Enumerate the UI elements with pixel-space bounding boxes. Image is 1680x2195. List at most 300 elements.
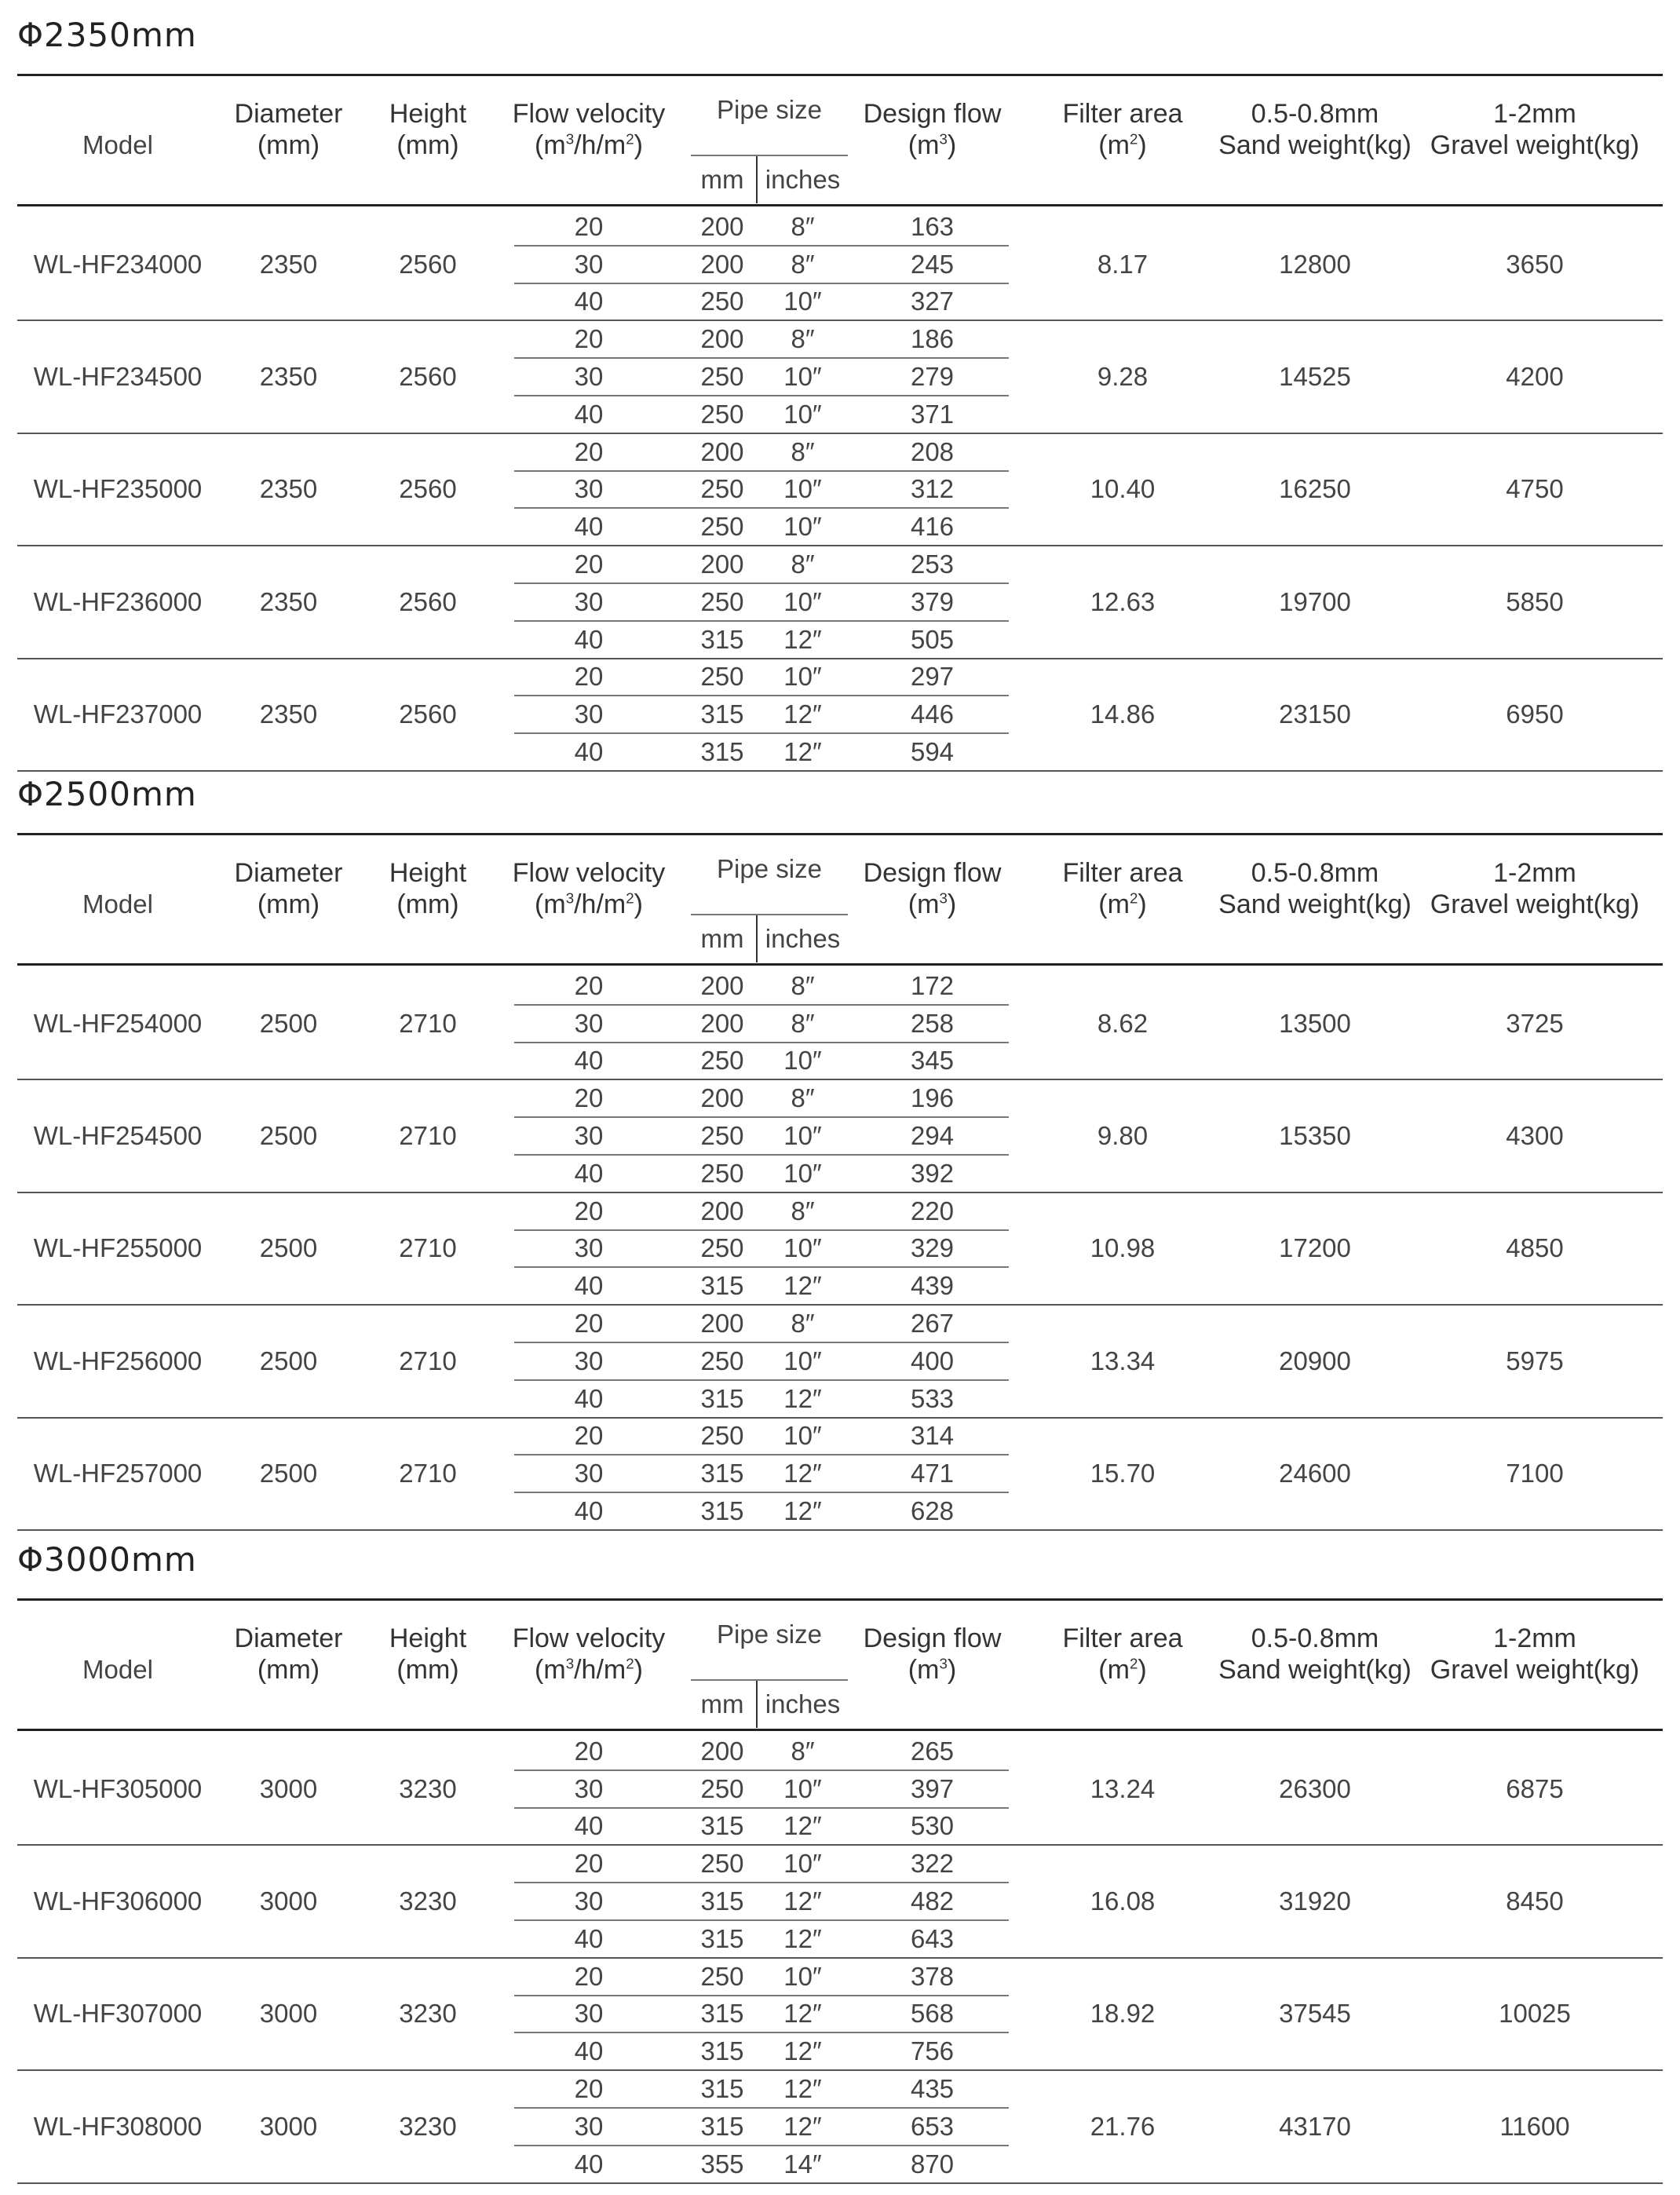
- header-height-line: (mm): [396, 130, 459, 160]
- model-name: WL-HF307000: [33, 1999, 203, 2029]
- design-flow-value: 172: [910, 970, 955, 1000]
- header-height-line: Height: [389, 99, 467, 129]
- design-flow-value: 258: [910, 1008, 955, 1038]
- pipe-mm-value: 315: [700, 1271, 744, 1301]
- header-diameter-line: Diameter: [234, 99, 343, 129]
- model-sand-weight: 19700: [1279, 586, 1351, 616]
- header-gravel-weight-line: Gravel weight(kg): [1430, 889, 1640, 919]
- design-flow-value: 530: [910, 1811, 955, 1841]
- model-name: WL-HF254500: [33, 1121, 203, 1151]
- header-top-rule: [17, 74, 1663, 76]
- flow-velocity-value: 40: [574, 1046, 604, 1076]
- pipe-mm-value: 200: [700, 436, 744, 466]
- design-flow-value: 345: [910, 1046, 955, 1076]
- design-flow-value: 163: [910, 211, 955, 241]
- header-filter-area: [1036, 1611, 1209, 1697]
- header-filter-area-line: Filter area: [1062, 1623, 1183, 1653]
- flow-velocity-value: 20: [574, 1309, 604, 1339]
- model-name: WL-HF237000: [33, 699, 203, 729]
- flow-velocity-value: 20: [574, 1196, 604, 1225]
- header-pipe-inches: inches: [765, 1689, 841, 1718]
- pipe-mm-value: 315: [700, 1459, 744, 1488]
- pipe-mm-value: 315: [700, 1923, 744, 1953]
- pipe-inches-value: 10″: [783, 474, 822, 504]
- model-gravel-weight: 4750: [1506, 474, 1564, 504]
- model-name: WL-HF235000: [33, 474, 203, 504]
- header-design-flow-line: Design flow: [863, 99, 1002, 129]
- pipe-inches-value: 12″: [783, 1811, 822, 1841]
- model-sand-weight: 16250: [1279, 474, 1351, 504]
- flow-velocity-value: 30: [574, 1999, 604, 2029]
- model-diameter: 2500: [259, 1233, 318, 1263]
- model-filter-area: 8.17: [1097, 249, 1149, 279]
- model-diameter: 2500: [259, 1459, 318, 1488]
- flow-velocity-value: 20: [574, 436, 604, 466]
- pipe-inches-value: 12″: [783, 1496, 822, 1526]
- model-height: 3230: [399, 1886, 457, 1916]
- model-filter-area: 14.86: [1090, 699, 1156, 729]
- model-height: 2560: [399, 699, 457, 729]
- pipe-mm-value: 315: [700, 1886, 744, 1916]
- header-sand-weight-line: 0.5-0.8mm: [1251, 1623, 1379, 1653]
- flow-velocity-value: 40: [574, 1383, 604, 1413]
- header-pipe-size: Pipe size: [717, 854, 822, 883]
- model-name: WL-HF234000: [33, 249, 203, 279]
- pipe-inches-value: 8″: [791, 970, 815, 1000]
- pipe-inches-value: 12″: [783, 1383, 822, 1413]
- pipe-inches-value: 10″: [783, 1421, 822, 1451]
- model-height: 2560: [399, 249, 457, 279]
- header-filter-area-line: $(m^2)$: [1098, 130, 1147, 160]
- model-sand-weight: 24600: [1279, 1459, 1351, 1488]
- pipe-mm-value: 200: [700, 324, 744, 354]
- model-filter-area: 9.28: [1097, 362, 1149, 392]
- model-name: WL-HF305000: [33, 1773, 203, 1803]
- pipe-size-rule: [691, 914, 848, 915]
- header-diameter-line: Diameter: [234, 858, 343, 888]
- flow-velocity-value: 40: [574, 624, 604, 654]
- model-height: 2710: [399, 1008, 457, 1038]
- model-filter-area: 21.76: [1090, 2111, 1156, 2141]
- model-gravel-weight: 4850: [1506, 1233, 1564, 1263]
- header-sand-weight: [1209, 86, 1421, 173]
- model-height: 3230: [399, 1999, 457, 2029]
- header-design-flow-line: Design flow: [863, 858, 1002, 888]
- pipe-size-divider: [756, 156, 758, 203]
- pipe-mm-value: 250: [700, 1773, 744, 1803]
- pipe-inches-value: 10″: [783, 1961, 822, 1991]
- flow-velocity-value: 30: [574, 1459, 604, 1488]
- model-sand-weight: 31920: [1279, 1886, 1351, 1916]
- header-gravel-weight-line: 1-2mm: [1493, 1623, 1576, 1653]
- model-name: WL-HF236000: [33, 586, 203, 616]
- header-sand-weight: [1209, 845, 1421, 932]
- header-pipe-size: Pipe size: [717, 1620, 822, 1649]
- model-sand-weight: 26300: [1279, 1773, 1351, 1803]
- pipe-size-divider: [756, 1681, 758, 1728]
- header-design-flow-line: Design flow: [863, 1623, 1002, 1653]
- pipe-mm-value: 250: [700, 399, 744, 429]
- model-gravel-weight: 3725: [1506, 1008, 1564, 1038]
- model-diameter: 2350: [259, 474, 318, 504]
- pipe-size-divider: [756, 915, 758, 962]
- header-filter-area-line: Filter area: [1062, 858, 1183, 888]
- pipe-inches-value: 12″: [783, 699, 822, 729]
- flow-velocity-value: 40: [574, 512, 604, 542]
- model-diameter: 3000: [259, 1886, 318, 1916]
- model-name: WL-HF308000: [33, 2111, 203, 2141]
- header-gravel-weight-line: Gravel weight(kg): [1430, 1655, 1640, 1685]
- header-bottom-rule: [17, 204, 1663, 206]
- header-filter-area: [1036, 845, 1209, 932]
- header-height-line: (mm): [396, 1655, 459, 1685]
- header-model: Model: [82, 1655, 153, 1684]
- header-sand-weight-line: Sand weight(kg): [1218, 889, 1412, 919]
- header-design-flow-line: $(m^3)$: [908, 1655, 957, 1685]
- pipe-inches-value: 10″: [783, 512, 822, 542]
- design-flow-value: 379: [910, 586, 955, 616]
- header-diameter: [220, 845, 357, 932]
- model-name: WL-HF255000: [33, 1233, 203, 1263]
- pipe-mm-value: 315: [700, 737, 744, 767]
- design-flow-value: 297: [910, 662, 955, 692]
- header-design-flow: [852, 1611, 1013, 1697]
- flow-velocity-value: 20: [574, 1736, 604, 1766]
- section-title: Φ2500mm: [17, 775, 197, 813]
- model-height: 3230: [399, 1773, 457, 1803]
- flow-velocity-value: 40: [574, 2149, 604, 2179]
- model-sand-weight: 20900: [1279, 1346, 1351, 1375]
- header-gravel-weight: [1421, 1611, 1649, 1697]
- header-flow-velocity-line: Flow velocity: [512, 858, 666, 888]
- design-flow-value: 568: [910, 1999, 955, 2029]
- design-flow-value: 322: [910, 1849, 955, 1879]
- header-diameter: [220, 1611, 357, 1697]
- pipe-inches-value: 10″: [783, 586, 822, 616]
- pipe-inches-value: 10″: [783, 662, 822, 692]
- model-diameter: 2500: [259, 1346, 318, 1375]
- pipe-mm-value: 200: [700, 1736, 744, 1766]
- design-flow-value: 312: [910, 474, 955, 504]
- pipe-mm-value: 200: [700, 211, 744, 241]
- header-design-flow: [852, 86, 1013, 173]
- header-diameter-line: (mm): [257, 889, 320, 919]
- flow-velocity-value: 30: [574, 1008, 604, 1038]
- header-pipe-inches: inches: [765, 165, 841, 194]
- design-flow-value: 265: [910, 1736, 955, 1766]
- pipe-mm-value: 250: [700, 474, 744, 504]
- flow-velocity-value: 20: [574, 324, 604, 354]
- pipe-inches-value: 8″: [791, 436, 815, 466]
- pipe-mm-value: 250: [700, 1849, 744, 1879]
- pipe-inches-value: 10″: [783, 399, 822, 429]
- pipe-inches-value: 12″: [783, 2111, 822, 2141]
- model-filter-area: 16.08: [1090, 1886, 1156, 1916]
- model-height: 2710: [399, 1233, 457, 1263]
- model-diameter: 2350: [259, 362, 318, 392]
- design-flow-value: 643: [910, 1923, 955, 1953]
- flow-velocity-value: 20: [574, 1961, 604, 1991]
- model-height: 2710: [399, 1459, 457, 1488]
- pipe-mm-value: 250: [700, 1046, 744, 1076]
- model-filter-area: 13.34: [1090, 1346, 1156, 1375]
- design-flow-value: 416: [910, 512, 955, 542]
- flow-velocity-value: 30: [574, 1233, 604, 1263]
- model-sand-weight: 43170: [1279, 2111, 1351, 2141]
- flow-velocity-value: 20: [574, 211, 604, 241]
- flow-velocity-value: 20: [574, 1421, 604, 1451]
- header-height-line: Height: [389, 858, 467, 888]
- model-gravel-weight: 5975: [1506, 1346, 1564, 1375]
- pipe-inches-value: 8″: [791, 550, 815, 579]
- pipe-mm-value: 250: [700, 362, 744, 392]
- pipe-inches-value: 8″: [791, 211, 815, 241]
- design-flow-value: 186: [910, 324, 955, 354]
- model-diameter: 3000: [259, 2111, 318, 2141]
- design-flow-value: 400: [910, 1346, 955, 1375]
- header-gravel-weight-line: 1-2mm: [1493, 858, 1576, 888]
- model-name: WL-HF234500: [33, 362, 203, 392]
- model-gravel-weight: 7100: [1506, 1459, 1564, 1488]
- model-filter-area: 12.63: [1090, 586, 1156, 616]
- pipe-mm-value: 355: [700, 2149, 744, 2179]
- header-flow-velocity-line: $(m^3/h/m^2)$: [535, 889, 643, 919]
- flow-velocity-value: 30: [574, 474, 604, 504]
- pipe-mm-value: 315: [700, 699, 744, 729]
- design-flow-value: 371: [910, 399, 955, 429]
- header-gravel-weight: [1421, 86, 1649, 173]
- pipe-mm-value: 200: [700, 1083, 744, 1113]
- design-flow-value: 439: [910, 1271, 955, 1301]
- pipe-mm-value: 250: [700, 1346, 744, 1375]
- header-gravel-weight-line: 1-2mm: [1493, 99, 1576, 129]
- pipe-inches-value: 12″: [783, 624, 822, 654]
- header-diameter-line: (mm): [257, 1655, 320, 1685]
- model-group-rule: [17, 770, 1663, 772]
- design-flow-value: 446: [910, 699, 955, 729]
- pipe-mm-value: 315: [700, 1999, 744, 2029]
- flow-velocity-value: 40: [574, 2036, 604, 2066]
- model-group-rule: [17, 1529, 1663, 1531]
- model-name: WL-HF256000: [33, 1346, 203, 1375]
- flow-velocity-value: 20: [574, 1849, 604, 1879]
- pipe-size-rule: [691, 155, 848, 156]
- model-diameter: 3000: [259, 1999, 318, 2029]
- model-gravel-weight: 3650: [1506, 249, 1564, 279]
- header-sand-weight: [1209, 1611, 1421, 1697]
- design-flow-value: 329: [910, 1233, 955, 1263]
- header-sand-weight-line: 0.5-0.8mm: [1251, 99, 1379, 129]
- header-filter-area: [1036, 86, 1209, 173]
- header-flow-velocity-line: $(m^3/h/m^2)$: [535, 130, 643, 160]
- pipe-mm-value: 250: [700, 586, 744, 616]
- model-gravel-weight: 5850: [1506, 586, 1564, 616]
- flow-velocity-value: 40: [574, 399, 604, 429]
- flow-velocity-value: 30: [574, 1886, 604, 1916]
- header-height: [361, 1611, 495, 1697]
- model-name: WL-HF257000: [33, 1459, 203, 1488]
- pipe-mm-value: 250: [700, 1233, 744, 1263]
- pipe-size-rule: [691, 1679, 848, 1681]
- flow-velocity-value: 40: [574, 1496, 604, 1526]
- pipe-mm-value: 315: [700, 2074, 744, 2104]
- design-flow-value: 253: [910, 550, 955, 579]
- pipe-mm-value: 315: [700, 1496, 744, 1526]
- header-design-flow: [852, 845, 1013, 932]
- design-flow-value: 392: [910, 1158, 955, 1188]
- model-gravel-weight: 8450: [1506, 1886, 1564, 1916]
- header-height-line: Height: [389, 1623, 467, 1653]
- model-gravel-weight: 6875: [1506, 1773, 1564, 1803]
- pipe-mm-value: 250: [700, 1121, 744, 1151]
- design-flow-value: 628: [910, 1496, 955, 1526]
- model-filter-area: 15.70: [1090, 1459, 1156, 1488]
- header-filter-area-line: Filter area: [1062, 99, 1183, 129]
- model-diameter: 2500: [259, 1008, 318, 1038]
- design-flow-value: 471: [910, 1459, 955, 1488]
- flow-velocity-value: 40: [574, 1923, 604, 1953]
- header-gravel-weight: [1421, 845, 1649, 932]
- design-flow-value: 533: [910, 1383, 955, 1413]
- design-flow-value: 756: [910, 2036, 955, 2066]
- model-gravel-weight: 11600: [1499, 2111, 1570, 2141]
- model-diameter: 2350: [259, 699, 318, 729]
- pipe-inches-value: 10″: [783, 287, 822, 316]
- header-filter-area-line: $(m^2)$: [1098, 1655, 1147, 1685]
- pipe-inches-value: 8″: [791, 1008, 815, 1038]
- header-height: [361, 86, 495, 173]
- pipe-inches-value: 12″: [783, 2036, 822, 2066]
- design-flow-value: 220: [910, 1196, 955, 1225]
- design-flow-value: 505: [910, 624, 955, 654]
- header-sand-weight-line: Sand weight(kg): [1218, 130, 1412, 160]
- header-top-rule: [17, 1598, 1663, 1601]
- flow-velocity-value: 20: [574, 1083, 604, 1113]
- header-pipe-mm: mm: [700, 924, 744, 953]
- pipe-mm-value: 250: [700, 512, 744, 542]
- pipe-mm-value: 315: [700, 624, 744, 654]
- model-name: WL-HF254000: [33, 1008, 203, 1038]
- flow-velocity-value: 20: [574, 550, 604, 579]
- pipe-inches-value: 8″: [791, 1736, 815, 1766]
- flow-velocity-value: 40: [574, 737, 604, 767]
- design-flow-value: 397: [910, 1773, 955, 1803]
- design-flow-value: 482: [910, 1886, 955, 1916]
- model-filter-area: 18.92: [1090, 1999, 1156, 2029]
- section-title: Φ2350mm: [17, 16, 197, 54]
- model-filter-area: 10.98: [1090, 1233, 1156, 1263]
- pipe-inches-value: 10″: [783, 1233, 822, 1263]
- model-filter-area: 10.40: [1090, 474, 1156, 504]
- pipe-mm-value: 200: [700, 550, 744, 579]
- flow-velocity-value: 30: [574, 1773, 604, 1803]
- flow-velocity-value: 20: [574, 2074, 604, 2104]
- flow-velocity-value: 30: [574, 586, 604, 616]
- flow-velocity-value: 30: [574, 249, 604, 279]
- flow-velocity-value: 40: [574, 1158, 604, 1188]
- model-sand-weight: 37545: [1279, 1999, 1351, 2029]
- pipe-inches-value: 12″: [783, 1886, 822, 1916]
- header-diameter-line: (mm): [257, 130, 320, 160]
- pipe-mm-value: 200: [700, 1196, 744, 1225]
- pipe-inches-value: 10″: [783, 1849, 822, 1879]
- header-pipe-mm: mm: [700, 1689, 744, 1718]
- pipe-inches-value: 8″: [791, 1196, 815, 1225]
- pipe-inches-value: 8″: [791, 1083, 815, 1113]
- pipe-mm-value: 250: [700, 1421, 744, 1451]
- pipe-inches-value: 10″: [783, 362, 822, 392]
- pipe-mm-value: 250: [700, 1961, 744, 1991]
- header-filter-area-line: $(m^2)$: [1098, 889, 1147, 919]
- flow-velocity-value: 40: [574, 1271, 604, 1301]
- pipe-inches-value: 10″: [783, 1121, 822, 1151]
- design-flow-value: 378: [910, 1961, 955, 1991]
- pipe-inches-value: 12″: [783, 1999, 822, 2029]
- pipe-inches-value: 14″: [783, 2149, 822, 2179]
- header-sand-weight-line: Sand weight(kg): [1218, 1655, 1412, 1685]
- flow-velocity-value: 20: [574, 662, 604, 692]
- pipe-inches-value: 10″: [783, 1346, 822, 1375]
- model-gravel-weight: 6950: [1506, 699, 1564, 729]
- pipe-mm-value: 315: [700, 1811, 744, 1841]
- header-top-rule: [17, 833, 1663, 835]
- pipe-mm-value: 200: [700, 1008, 744, 1038]
- design-flow-value: 870: [910, 2149, 955, 2179]
- design-flow-value: 294: [910, 1121, 955, 1151]
- header-diameter: [220, 86, 357, 173]
- flow-velocity-value: 30: [574, 699, 604, 729]
- pipe-inches-value: 10″: [783, 1773, 822, 1803]
- pipe-inches-value: 12″: [783, 1459, 822, 1488]
- design-flow-value: 327: [910, 287, 955, 316]
- model-diameter: 2500: [259, 1121, 318, 1151]
- header-flow-velocity-line: Flow velocity: [512, 99, 666, 129]
- model-gravel-weight: 4300: [1506, 1121, 1564, 1151]
- header-gravel-weight-line: Gravel weight(kg): [1430, 130, 1640, 160]
- header-bottom-rule: [17, 1729, 1663, 1731]
- model-gravel-weight: 10025: [1499, 1999, 1571, 2029]
- header-height: [361, 845, 495, 932]
- model-filter-area: 13.24: [1090, 1773, 1156, 1803]
- header-bottom-rule: [17, 963, 1663, 966]
- flow-velocity-value: 30: [574, 2111, 604, 2141]
- pipe-mm-value: 200: [700, 1309, 744, 1339]
- flow-velocity-value: 20: [574, 970, 604, 1000]
- flow-velocity-value: 30: [574, 362, 604, 392]
- design-flow-value: 267: [910, 1309, 955, 1339]
- header-sand-weight-line: 0.5-0.8mm: [1251, 858, 1379, 888]
- pipe-inches-value: 8″: [791, 1309, 815, 1339]
- header-flow-velocity-line: $(m^3/h/m^2)$: [535, 1655, 643, 1685]
- pipe-mm-value: 250: [700, 1158, 744, 1188]
- model-height: 2710: [399, 1121, 457, 1151]
- flow-velocity-value: 30: [574, 1346, 604, 1375]
- design-flow-value: 245: [910, 249, 955, 279]
- model-sand-weight: 17200: [1279, 1233, 1351, 1263]
- header-flow-velocity-line: Flow velocity: [512, 1623, 666, 1653]
- flow-velocity-value: 40: [574, 1811, 604, 1841]
- model-height: 2710: [399, 1346, 457, 1375]
- pipe-mm-value: 250: [700, 662, 744, 692]
- header-flow-velocity: [502, 845, 675, 932]
- header-diameter-line: Diameter: [234, 1623, 343, 1653]
- header-model: Model: [82, 889, 153, 919]
- model-group-rule: [17, 2182, 1663, 2184]
- pipe-mm-value: 315: [700, 2036, 744, 2066]
- pipe-mm-value: 315: [700, 1383, 744, 1413]
- design-flow-value: 314: [910, 1421, 955, 1451]
- header-height-line: (mm): [396, 889, 459, 919]
